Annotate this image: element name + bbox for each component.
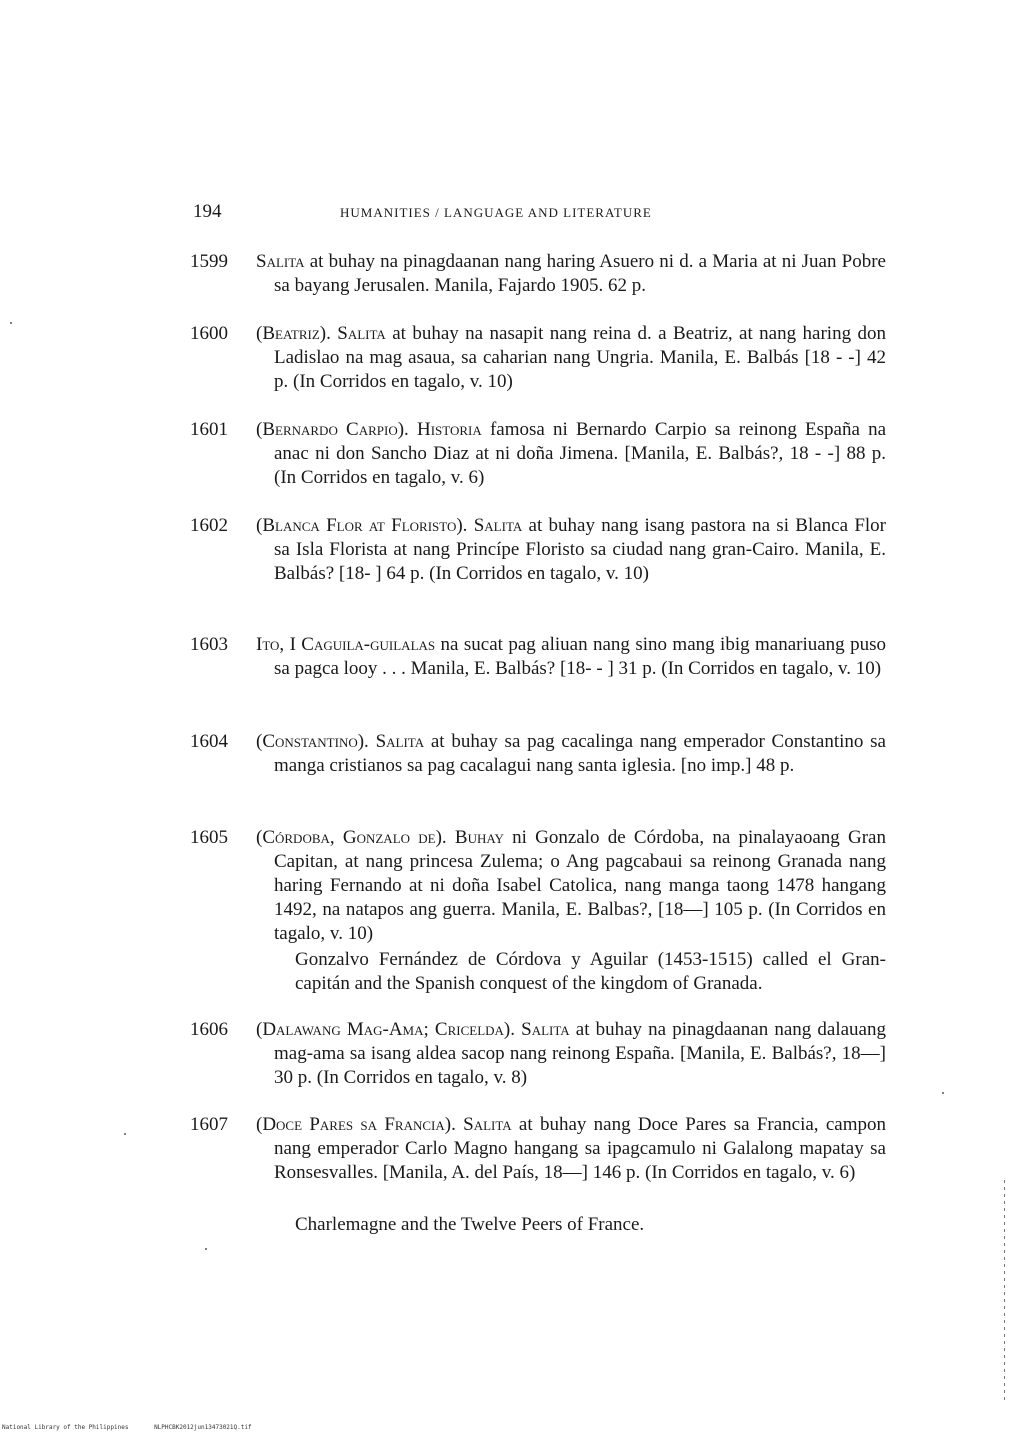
entry-body: at buhay na pinagdaanan nang haring Asuero ni d. a Maria at ni Juan Pobre sa bayang Jerusalen. Manila, Fajardo 1905. 62 p.: [274, 251, 886, 296]
entry-text: [256, 826, 886, 946]
scan-speck: [205, 1248, 207, 1250]
entry-lead: (Córdoba, Gonzalo de).: [256, 827, 455, 848]
entry-note: Charlemagne and the Twelve Peers of France.: [295, 1214, 645, 1235]
scan-edge-artifact: [1004, 1180, 1005, 1400]
entry-head: Salita: [256, 251, 305, 272]
entry-text: [256, 322, 886, 394]
entry-head: Salita: [473, 515, 523, 536]
entry-text: [256, 418, 886, 490]
entry-body: at buhay na nasapit nang reina d. a Beatriz, at nang haring don Ladislao na mag asaua, sa caharian nang Ungria. Manila, E. Balbás [18 - -] 42 p. (In Corridos en tagalo, v. 10): [274, 323, 886, 392]
entry-body: na sucat pag aliuan nang sino mang ibig manariuang puso sa pagca looy . . . Manila, E. Balbás? [18- - ] 31 p. (In Corridos en tagalo, v. 10): [274, 634, 886, 679]
entry-body: at buhay sa pag cacalinga nang emperador Constantino sa manga cristianos sa pag cacalagui nang santa iglesia. [no imp.] 48 p.: [274, 731, 886, 776]
entry-number: 1602: [190, 515, 228, 536]
entry-lead: (Doce Pares sa Francia).: [256, 1114, 464, 1135]
entry-number: 1607: [190, 1114, 228, 1135]
entry-lead: (Beatriz).: [256, 323, 338, 344]
footer-source: National Library of the Philippines: [2, 1424, 129, 1431]
entry-body: at buhay na pinagdaanan nang dalauang mag-ama sa isang aldea sacop nang reinong España. [Manila, E. Balbás?, 18—] 30 p. (In Corridos en tagalo, v. 8): [274, 1019, 886, 1088]
entry-number: 1599: [190, 251, 228, 272]
entry-body: ni Gonzalo de Córdoba, na pinalayaoang Gran Capitan, at nang princesa Zulema; o Ang pagcabaui sa reinong Granada nang haring Fernando at ni doña Isabel Catolica, nang manga taong 1478 hangang 1492, na natapos ang guerra. Manila, E. Balbas?, [18—] 105 p. (In Corridos en tagalo, v. 10): [274, 827, 886, 944]
entry-head: Ito, I Caguila-guilalas: [256, 634, 436, 655]
entry-head: Salita: [375, 731, 425, 752]
entry-body: famosa ni Bernardo Carpio sa reinong España na anac ni don Sancho Diaz at ni doña Jimena. [Manila, E. Balbás?, 18 - -] 88 p. (In Corridos en tagalo, v. 6): [274, 419, 887, 488]
entry-text: [256, 250, 886, 298]
entry-note: Gonzalvo Fernández de Córdova y Aguilar (1453-1515) called el Gran-capitán and the Spanish conquest of the kingdom of Granada.: [295, 949, 886, 994]
entry-head: Salita: [337, 323, 386, 344]
scan-footer: [2, 1424, 274, 1431]
entry-head: Buhay: [454, 827, 504, 848]
entry-text: [256, 1113, 886, 1185]
entry-number: 1601: [190, 419, 228, 440]
running-head: HUMANITIES / LANGUAGE AND LITERATURE: [340, 205, 652, 220]
entry-head: Salita: [521, 1019, 570, 1040]
entry-text: [256, 514, 886, 586]
entry-text: [256, 730, 886, 778]
entry-lead: (Blanca Flor at Floristo).: [256, 515, 474, 536]
entry-lead: (Bernardo Carpio).: [256, 419, 417, 440]
entry-head: Salita: [463, 1114, 512, 1135]
entry-lead: (Constantino).: [256, 731, 376, 752]
entry-number: 1604: [190, 731, 228, 752]
entry-number: 1603: [190, 634, 228, 655]
entry-number: 1606: [190, 1019, 228, 1040]
entry-text: [256, 1018, 886, 1090]
footer-filename: NLPHCBK2012jun13473021Q.tif: [154, 1424, 252, 1431]
entry-text: [256, 633, 886, 681]
scan-speck: [10, 322, 12, 324]
scan-speck: [124, 1133, 126, 1135]
entry-lead: (Dalawang Mag-Ama; Cricelda).: [256, 1019, 522, 1040]
entry-body: at buhay nang isang pastora na si Blanca Flor sa Isla Florista at nang Princípe Floristo sa ciudad nang gran-Cairo. Manila, E. Balbás? [18- ] 64 p. (In Corridos en tagalo, v. 10): [274, 515, 886, 584]
page-number: 194: [193, 201, 222, 222]
entry-number: 1600: [190, 323, 228, 344]
entry-body: at buhay nang Doce Pares sa Francia, campon nang emperador Carlo Magno hangang sa ipagcamulo ni Galalong mapatay sa Ronsesvalles. [Manila, A. del País, 18—] 146 p. (In Corridos en tagalo, v. 6): [274, 1114, 886, 1183]
entry-head: Historia: [416, 419, 482, 440]
entry-number: 1605: [190, 827, 228, 848]
scan-speck: [942, 1092, 944, 1094]
